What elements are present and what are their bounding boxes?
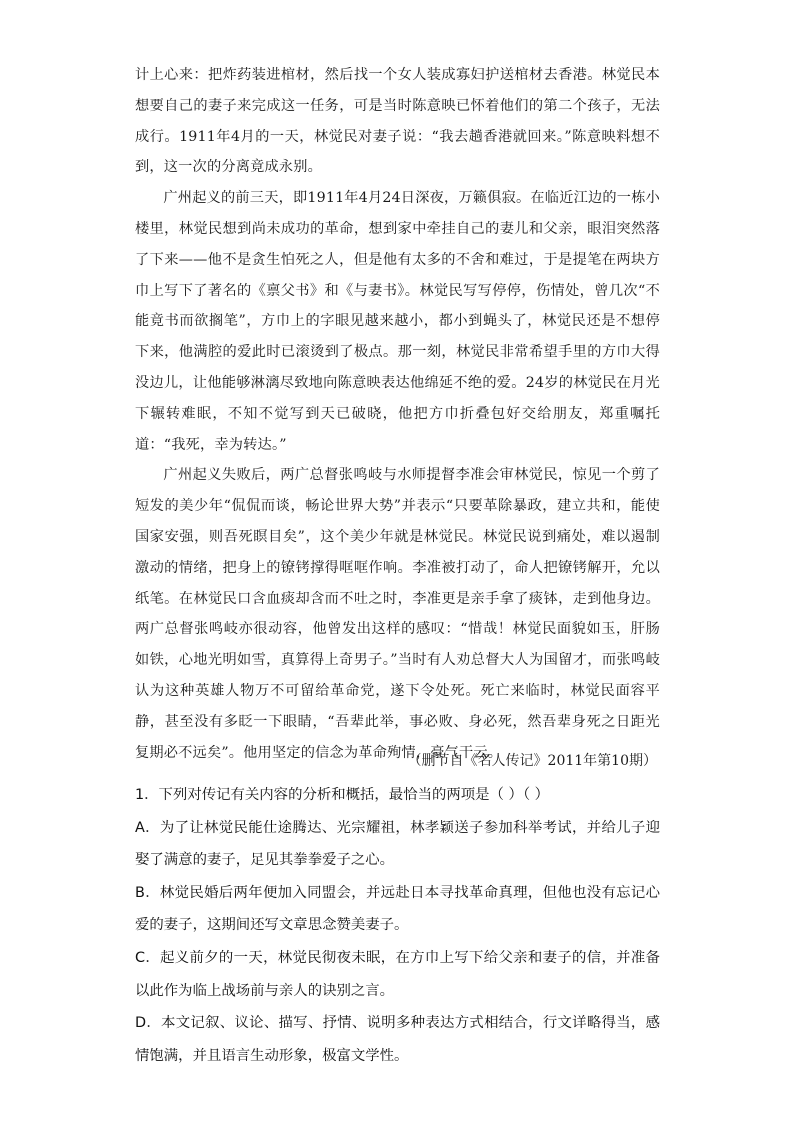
option-c: C．起义前夕的一天，林觉民彻夜未眠，在方巾上写下给父亲和妻子的信，并准备以此作为临上战场前与亲人的诀别之言。 [135,949,660,999]
question-stem: 1．下列对传记有关内容的分析和概括，最恰当的两项是（ ）（ ） [135,787,550,803]
option-a: A．为了让林觉民能仕途腾达、光宗耀祖，林孝颖送子参加科举考试，并给儿子迎娶了满意的妻子，足见其拳拳爱子之心。 [135,819,660,869]
article-paragraph: 广州起义的前三天，即1911年4月24日深夜，万籁俱寂。在临近江边的一栋小楼里，林觉民想到尚未成功的革命，想到家中牵挂自己的妻儿和父亲，眼泪突然落了下来——他不是贪生怕死之人，但是他有太多的不舍和难过，于是提笔在两块方巾上写下了著名的《禀父书》和《与妻书》。林觉民写写停停，伤情处，曾几次“不能竟书而欲搁笔”，方巾上的字眼见越来越小，都小到蝇头了，林觉民还是不想停下来，他满腔的爱此时已滚烫到了极点。那一刻，林觉民非常希望手里的方巾大得没边儿，让他能够淋漓尽致地向陈意映表达他绵延不绝的爱。24岁的林觉民在月光下辗转难眠，不知不觉写到天已破晓，他把方巾折叠包好交给朋友，郑重嘱托道：“我死，幸为转达。” [135,190,660,453]
option-b: B．林觉民婚后两年便加入同盟会，并远赴日本寻找革命真理，但他也没有忘记心爱的妻子，这期间还写文章思念赞美妻子。 [135,884,660,934]
option-d: D．本文记叙、议论、描写、抒情、说明多种表达方式相结合，行文详略得当，感情饱满，并且语言生动形象，极富文学性。 [135,1015,660,1064]
article-paragraph: 广州起义失败后，两广总督张鸣岐与水师提督李准会审林觉民，惊见一个剪了短发的美少年“侃侃而谈，畅论世界大势”并表示“只要革除暴政，建立共和，能使国家安强，则吾死瞑目矣”，这个美少年就是林觉民。林觉民说到痛处，难以遏制激动的情绪，把身上的镣铐撑得哐哐作响。李准被打动了，命人把镣铐解开，允以纸笔。在林觉民口含血痰却含而不吐之时，李准更是亲手拿了痰钵，走到他身边。两广总督张鸣岐亦很动容，他曾发出这样的感叹：“惜哉！林觉民面貌如玉，肝肠如铁，心地光明如雪，真算得上奇男子。”当时有人劝总督大人为国留才，而张鸣岐认为这种英雄人物万不可留给革命党，遂下令处死。死亡来临时，林觉民面容平静，甚至没有多眨一下眼睛，“吾辈此举，事必败、身必死，然吾辈身死之日距光复期必不远矣”。他用坚定的信念为革命殉情，豪气干云。 [135,467,660,761]
biography-article [135,60,660,768]
article-paragraph: 计上心来：把炸药装进棺材，然后找一个女人装成寡妇护送棺材去香港。林觉民本想要自己的妻子来完成这一任务，可是当时陈意映已怀着他们的第二个孩子，无法成行。1911年4月的一天，林觉民对妻子说：“我去趟香港就回来。”陈意映料想不到，这一次的分离竟成永别。 [135,67,660,176]
question-1 [135,779,660,1072]
article-source: （删节自《名人传记》2011年第10期） [407,753,657,769]
